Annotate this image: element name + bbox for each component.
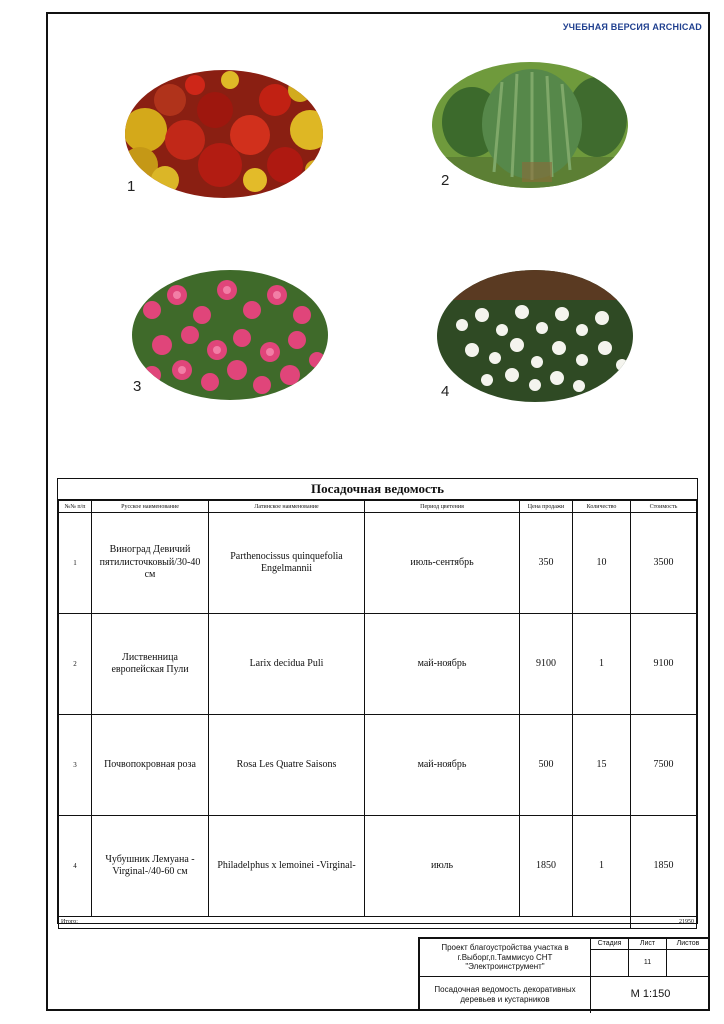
- header-cell: Стоимость: [631, 501, 697, 513]
- photo-number-2: 2: [441, 172, 450, 189]
- header-cell: Русское наименование: [92, 501, 209, 513]
- bloom-period: июль-сентябрь: [365, 513, 520, 614]
- plant-photo-1: [125, 70, 323, 198]
- bloom-period: май-ноябрь: [365, 614, 520, 715]
- plant-photo-4: [437, 270, 633, 402]
- latin-name: Rosa Les Quatre Saisons: [209, 715, 365, 816]
- plant-photo-2: [432, 62, 628, 188]
- latin-name: Larix decidua Puli: [209, 614, 365, 715]
- table-row: [59, 715, 697, 816]
- pink-ground-cover-roses-icon: [132, 270, 328, 400]
- total-row: [59, 917, 697, 929]
- price: 500: [520, 715, 573, 816]
- photo-number-4: 4: [441, 383, 450, 400]
- white-flowering-mock-orange-icon: [437, 270, 633, 402]
- quantity: 1: [573, 816, 631, 917]
- header-cell: Период цветения: [365, 501, 520, 513]
- bloom-period: июль: [365, 816, 520, 917]
- cost: 1850: [631, 816, 697, 917]
- sheet-label: Лист: [629, 939, 667, 950]
- quantity: 10: [573, 513, 631, 614]
- header-cell: Количество: [573, 501, 631, 513]
- latin-name: Philadelphus x lemoinei -Virginal-: [209, 816, 365, 917]
- cost: 9100: [631, 614, 697, 715]
- quantity: 15: [573, 715, 631, 816]
- header-cell: Латинское наименование: [209, 501, 365, 513]
- cost: 7500: [631, 715, 697, 816]
- sheets-label: Листов: [667, 939, 710, 950]
- stage-label: Стадия: [591, 939, 629, 950]
- cost: 3500: [631, 513, 697, 614]
- price: 350: [520, 513, 573, 614]
- photo-number-1: 1: [127, 178, 136, 195]
- sheet-value: 11: [629, 950, 667, 977]
- total-label: Итого:: [59, 917, 631, 929]
- plant-photo-3: [132, 270, 328, 400]
- stage-value: [591, 950, 629, 977]
- archicad-watermark: УЧЕБНАЯ ВЕРСИЯ ARCHICAD: [562, 22, 702, 32]
- table-row: [59, 816, 697, 917]
- drawing-title: Посадочная ведомость декоративных деревьев и кустарников: [420, 977, 591, 1013]
- planting-schedule-table: [57, 478, 698, 924]
- total-value: 21950: [631, 917, 697, 929]
- row-number: 1: [59, 513, 92, 614]
- ivy-autumn-foliage-icon: [125, 70, 323, 198]
- title-block-stamp: [418, 937, 710, 1011]
- row-number: 4: [59, 816, 92, 917]
- quantity: 1: [573, 614, 631, 715]
- header-row: [59, 501, 697, 513]
- russian-name: Почвопокровная роза: [92, 715, 209, 816]
- drawing-scale: М 1:150: [630, 988, 671, 1001]
- header-cell: Цена продажи: [520, 501, 573, 513]
- sheets-value: [667, 950, 710, 977]
- latin-name: Parthenocissus quinquefolia Engelmannii: [209, 513, 365, 614]
- row-number: 2: [59, 614, 92, 715]
- table-row: [59, 513, 697, 614]
- project-name: Проект благоустройства участка в г.Выборг,п.Таммисуо СНТ "Электроинструмент": [420, 939, 591, 977]
- weeping-larch-icon: [432, 62, 628, 188]
- price: 9100: [520, 614, 573, 715]
- row-number: 3: [59, 715, 92, 816]
- table-row: [59, 614, 697, 715]
- photo-number-3: 3: [133, 378, 142, 395]
- bloom-period: май-ноябрь: [365, 715, 520, 816]
- schedule-grid: [58, 500, 697, 929]
- russian-name: Лиственница европейская Пули: [92, 614, 209, 715]
- russian-name: Чубушник Лемуана -Virginal-/40-60 см: [92, 816, 209, 917]
- table-title: Посадочная ведомость: [58, 479, 697, 500]
- russian-name: Виноград Девичий пятилисточковый/30-40 см: [92, 513, 209, 614]
- header-cell: №№ п/п: [59, 501, 92, 513]
- price: 1850: [520, 816, 573, 917]
